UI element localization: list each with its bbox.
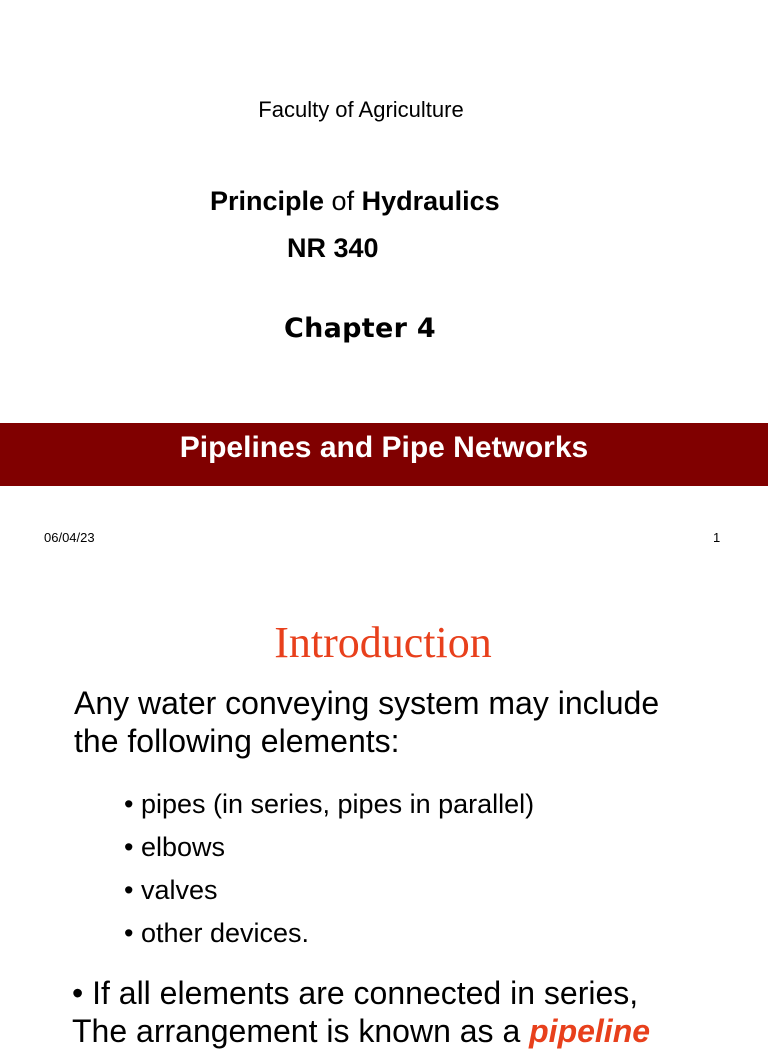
banner-title: Pipelines and Pipe Networks bbox=[179, 431, 589, 464]
course-title-of: of bbox=[324, 186, 362, 216]
chapter-label: Chapter 4 bbox=[284, 313, 437, 344]
series-line-2 bbox=[72, 1012, 650, 1050]
series-line-1: • If all elements are connected in series, bbox=[72, 975, 639, 1011]
faculty-name: Faculty of Agriculture bbox=[258, 97, 464, 122]
course-title bbox=[210, 186, 500, 217]
footer-page-number: 1 bbox=[713, 530, 721, 545]
elements-list bbox=[124, 783, 534, 955]
list-item: • elbows bbox=[124, 832, 225, 862]
series-line-2-start: The arrangement is known as a bbox=[72, 1013, 530, 1049]
intro-line: the following elements: bbox=[74, 723, 400, 759]
footer-date: 06/04/23 bbox=[44, 530, 95, 545]
list-item: • other devices. bbox=[124, 918, 310, 948]
list-item: • pipes (in series, pipes in parallel) bbox=[124, 789, 535, 819]
course-code: NR 340 bbox=[287, 233, 379, 263]
list-item: • valves bbox=[124, 875, 218, 905]
pipeline-highlight: pipeline bbox=[529, 1013, 651, 1049]
course-title-part2: Hydraulics bbox=[361, 186, 500, 216]
course-title-part1: Principle bbox=[210, 186, 325, 216]
intro-paragraph bbox=[74, 684, 659, 760]
intro-line: Any water conveying system may include bbox=[74, 685, 660, 721]
slide-title: Introduction bbox=[274, 618, 492, 667]
